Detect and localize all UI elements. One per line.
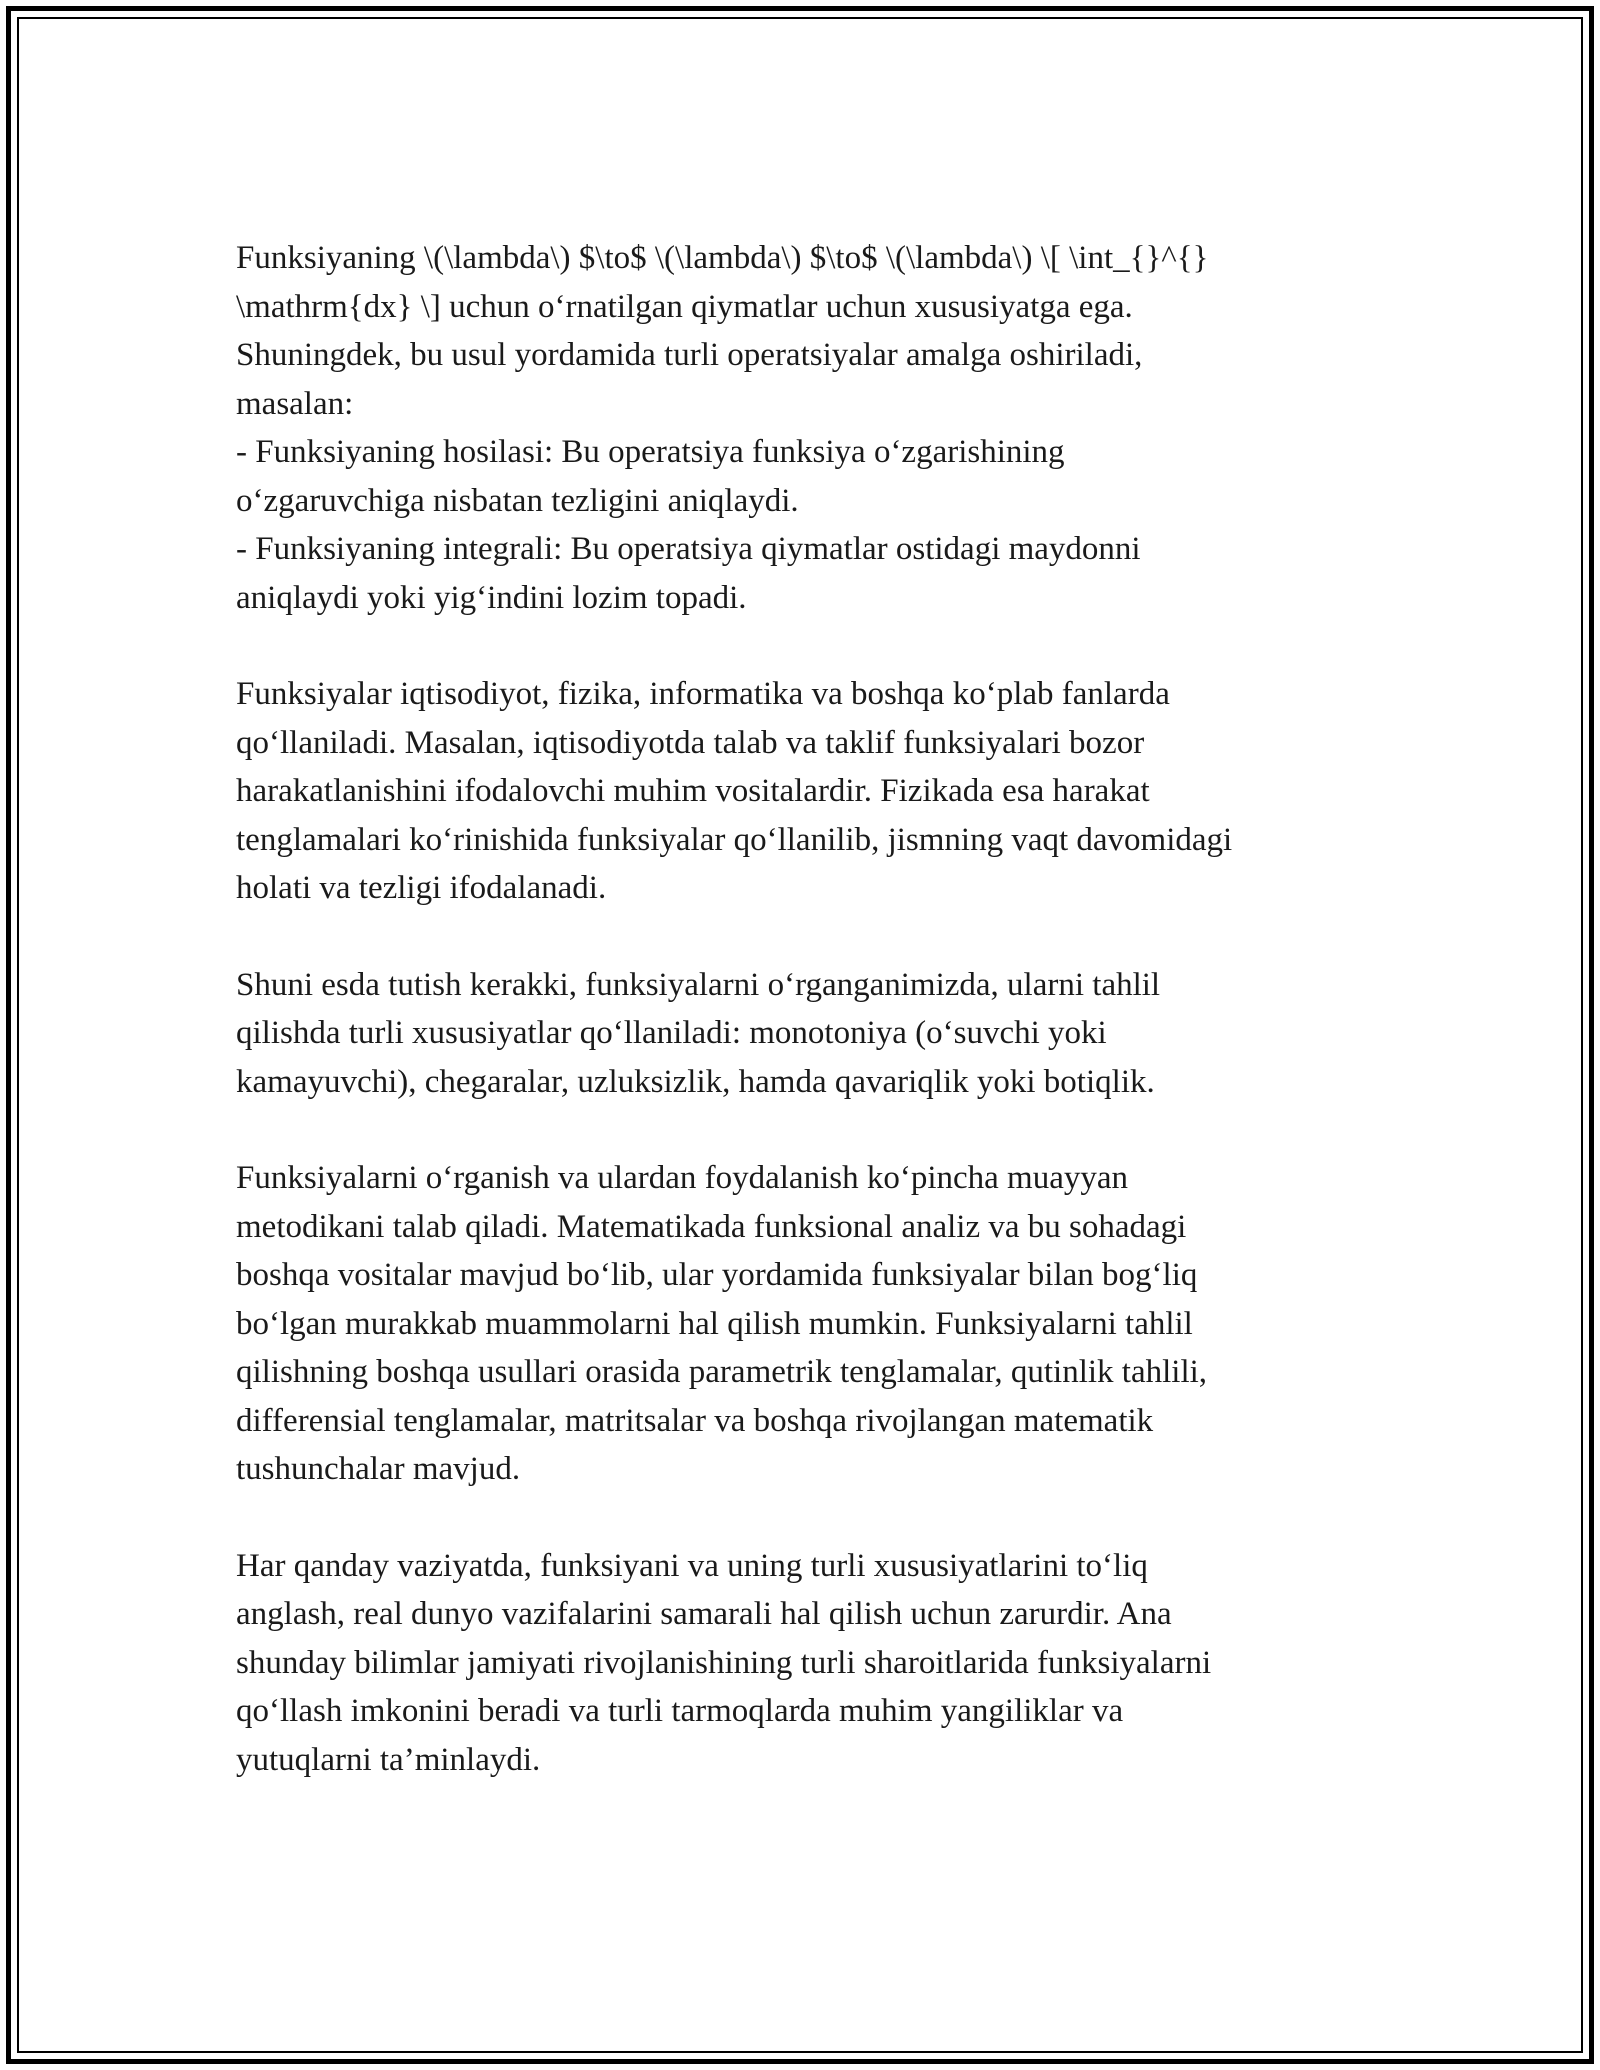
paragraph-applications: Funksiyalar iqtisodiyot, fizika, informatika va boshqa ko‘plab fanlarda qo‘llaniladi. Masalan, iqtisodiyotda talab va taklif funksiyalari bozor harakatlanishini ifodalovchi muhim vositalardir. Fizikada esa harakat tenglamalari ko‘rinishida funksiyalar qo‘llanilib, jismning vaqt davomidagi holati va tezligi ifodalanadi. [236,676,1233,906]
document-body [236,234,1356,1784]
paragraph-intro: Funksiyaning \(\lambda\) $\to$ \(\lambda\) $\to$ \(\lambda\) \[ \int_{}^{} \mathrm{dx} \] uchun o‘rnatilgan qiymatlar uchun xususiyatga ega. Shuningdek, bu usul yordamida turli operatsiyalar amalga oshiriladi, masalan: - Funksiyaning hosilasi: Bu operatsiya funksiya o‘zgarishining o‘zgaruvchiga nisbatan tezligini aniqlaydi. - Funksiyaning integrali: Bu operatsiya qiymatlar ostidagi maydonni aniqlaydi yoki yig‘indini lozim topadi. [236,240,1209,616]
paragraph-conclusion: Har qanday vaziyatda, funksiyani va uning turli xususiyatlarini to‘liq anglash, real dunyo vazifalarini samarali hal qilish uchun zarurdir. Ana shunday bilimlar jamiyati rivojlanishining turli sharoitlarida funksiyalarni qo‘llash imkonini beradi va turli tarmoqlarda muhim yangiliklar va yutuqlarni ta’minlaydi. [236,1547,1212,1778]
paragraph-properties: Shuni esda tutish kerakki, funksiyalarni o‘rganganimizda, ularni tahlil qilishda turli xususiyatlar qo‘llaniladi: monotoniya (o‘suvchi yoki kamayuvchi), chegaralar, uzluksizlik, hamda qavariqlik yoki botiqlik. [236,966,1161,1100]
paragraph-methods: Funksiyalarni o‘rganish va ulardan foydalanish ko‘pincha muayyan metodikani talab qiladi. Matematikada funksional analiz va bu sohadagi boshqa vositalar mavjud bo‘lib, ular yordamida funksiyalar bilan bog‘liq bo‘lgan murakkab muammolarni hal qilish mumkin. Funksiyalarni tahlil qilishning boshqa usullari orasida parametrik tenglamalar, qutinlik tahlili, differensial tenglamalar, matritsalar va boshqa rivojlangan matematik tushunchalar mavjud. [236,1160,1208,1487]
